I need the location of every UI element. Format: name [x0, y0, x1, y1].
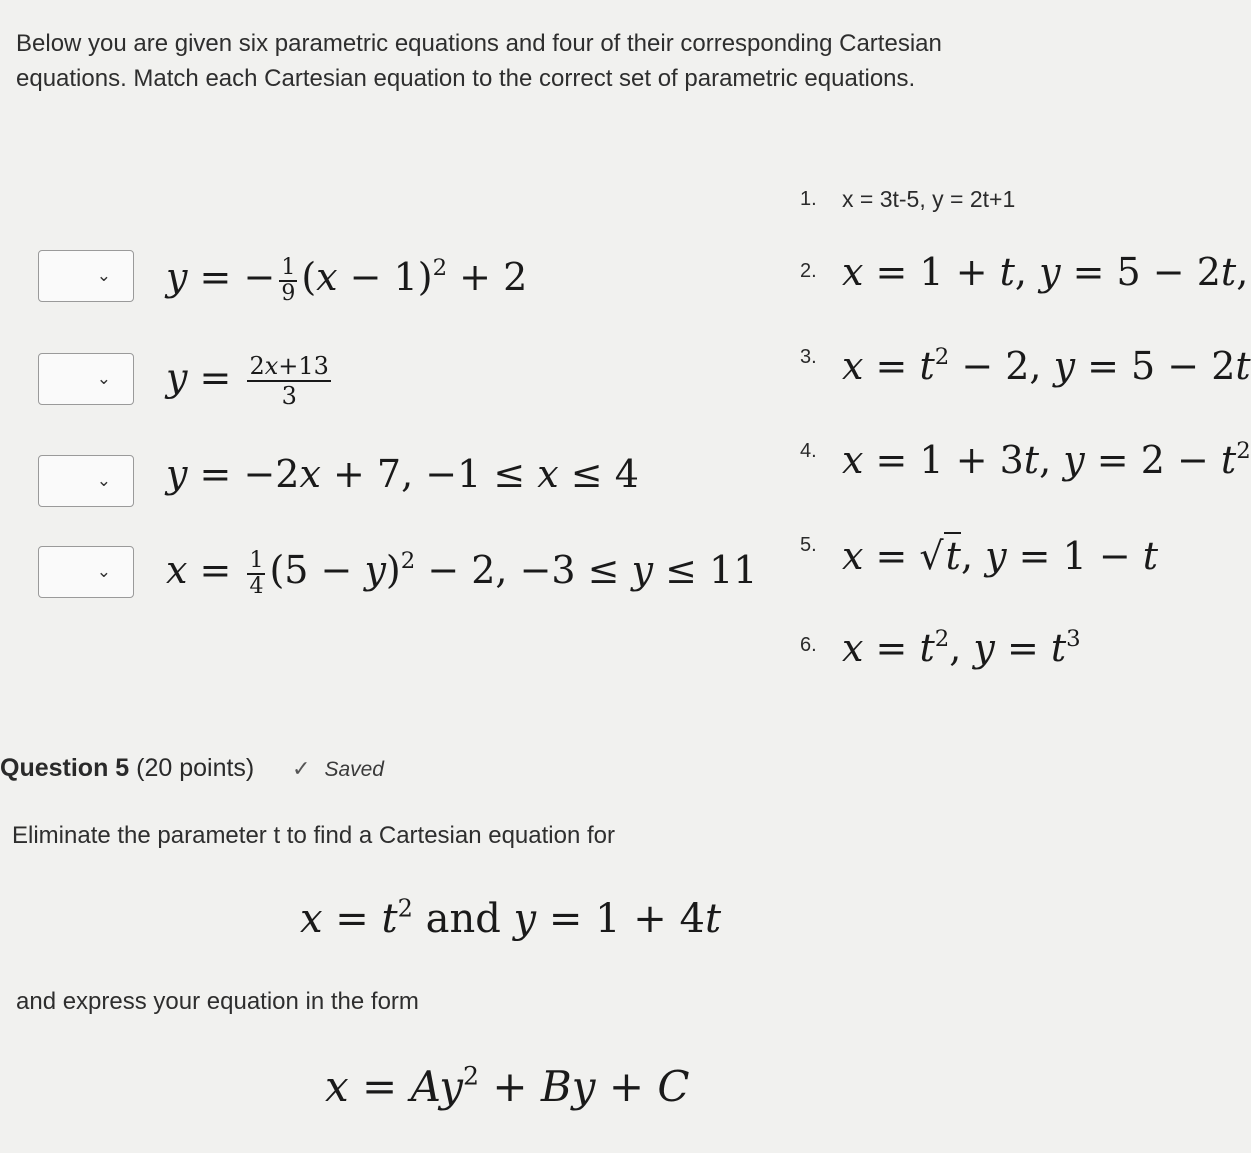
cartesian-equation-1: y = − $\frac{1}{9}$ $(x - 1)^2 + 2$	[166, 254, 528, 306]
parametric-option-5: x = √t, y = 1 − t	[842, 534, 1159, 578]
question-title: Question 5	[0, 754, 130, 782]
question-header	[0, 754, 254, 783]
parametric-option-2: x = 1 + t, y = 5 − 2t,	[842, 250, 1249, 294]
checkmark-icon: ✓	[292, 756, 311, 781]
option-number: 4.	[800, 440, 817, 462]
chevron-down-icon: ⌄	[96, 562, 111, 582]
match-select-3[interactable]	[38, 455, 134, 507]
parametric-option-6: $x = t^2$, $y = t^3$	[842, 626, 1081, 670]
saved-label: Saved	[324, 758, 384, 781]
chevron-down-icon: ⌄	[96, 471, 111, 491]
option-number: 6.	[800, 634, 817, 656]
option-number: 1.	[800, 188, 817, 210]
chevron-down-icon: ⌄	[96, 266, 111, 286]
question-points: (20 points)	[136, 754, 255, 782]
instructions: Below you are given six parametric equations and four of their corresponding Cartesian equations. Match each Cartesian equation to the correct set of parametric equations.	[16, 30, 942, 92]
answer-form-equation: $x = Ay^2 + By + C$	[325, 1061, 690, 1111]
chevron-down-icon: ⌄	[96, 369, 111, 389]
parametric-option-1: x = 3t-5, y = 2t+1	[842, 186, 1016, 212]
question-equation: $x = t^2$ and y = 1 + 4t	[300, 894, 722, 942]
saved-status	[292, 756, 384, 782]
option-number: 3.	[800, 346, 817, 368]
question-prompt: Eliminate the parameter t to find a Cartesian equation for	[12, 822, 615, 849]
option-number: 2.	[800, 260, 817, 282]
cartesian-equation-3: y = −2x + 7, −1 ≤ x ≤ 4	[166, 452, 639, 496]
option-number: 5.	[800, 534, 817, 556]
match-select-1[interactable]	[38, 250, 134, 302]
match-select-2[interactable]	[38, 353, 134, 405]
cartesian-equation-2: y = $\frac{2x+13}{3}$	[166, 352, 329, 410]
parametric-option-3: $x = t^2 - 2$, y = 5 − 2t	[842, 344, 1251, 388]
parametric-option-4: x = 1 + 3t, $y = 2 - t^2$	[842, 438, 1251, 482]
match-select-4[interactable]	[38, 546, 134, 598]
cartesian-equation-4: x = $\frac{1}{4}$ $(5 - y)^2 - 2$, −3 ≤ y ≤ 11	[166, 547, 758, 599]
form-prompt: and express your equation in the form	[16, 988, 419, 1015]
